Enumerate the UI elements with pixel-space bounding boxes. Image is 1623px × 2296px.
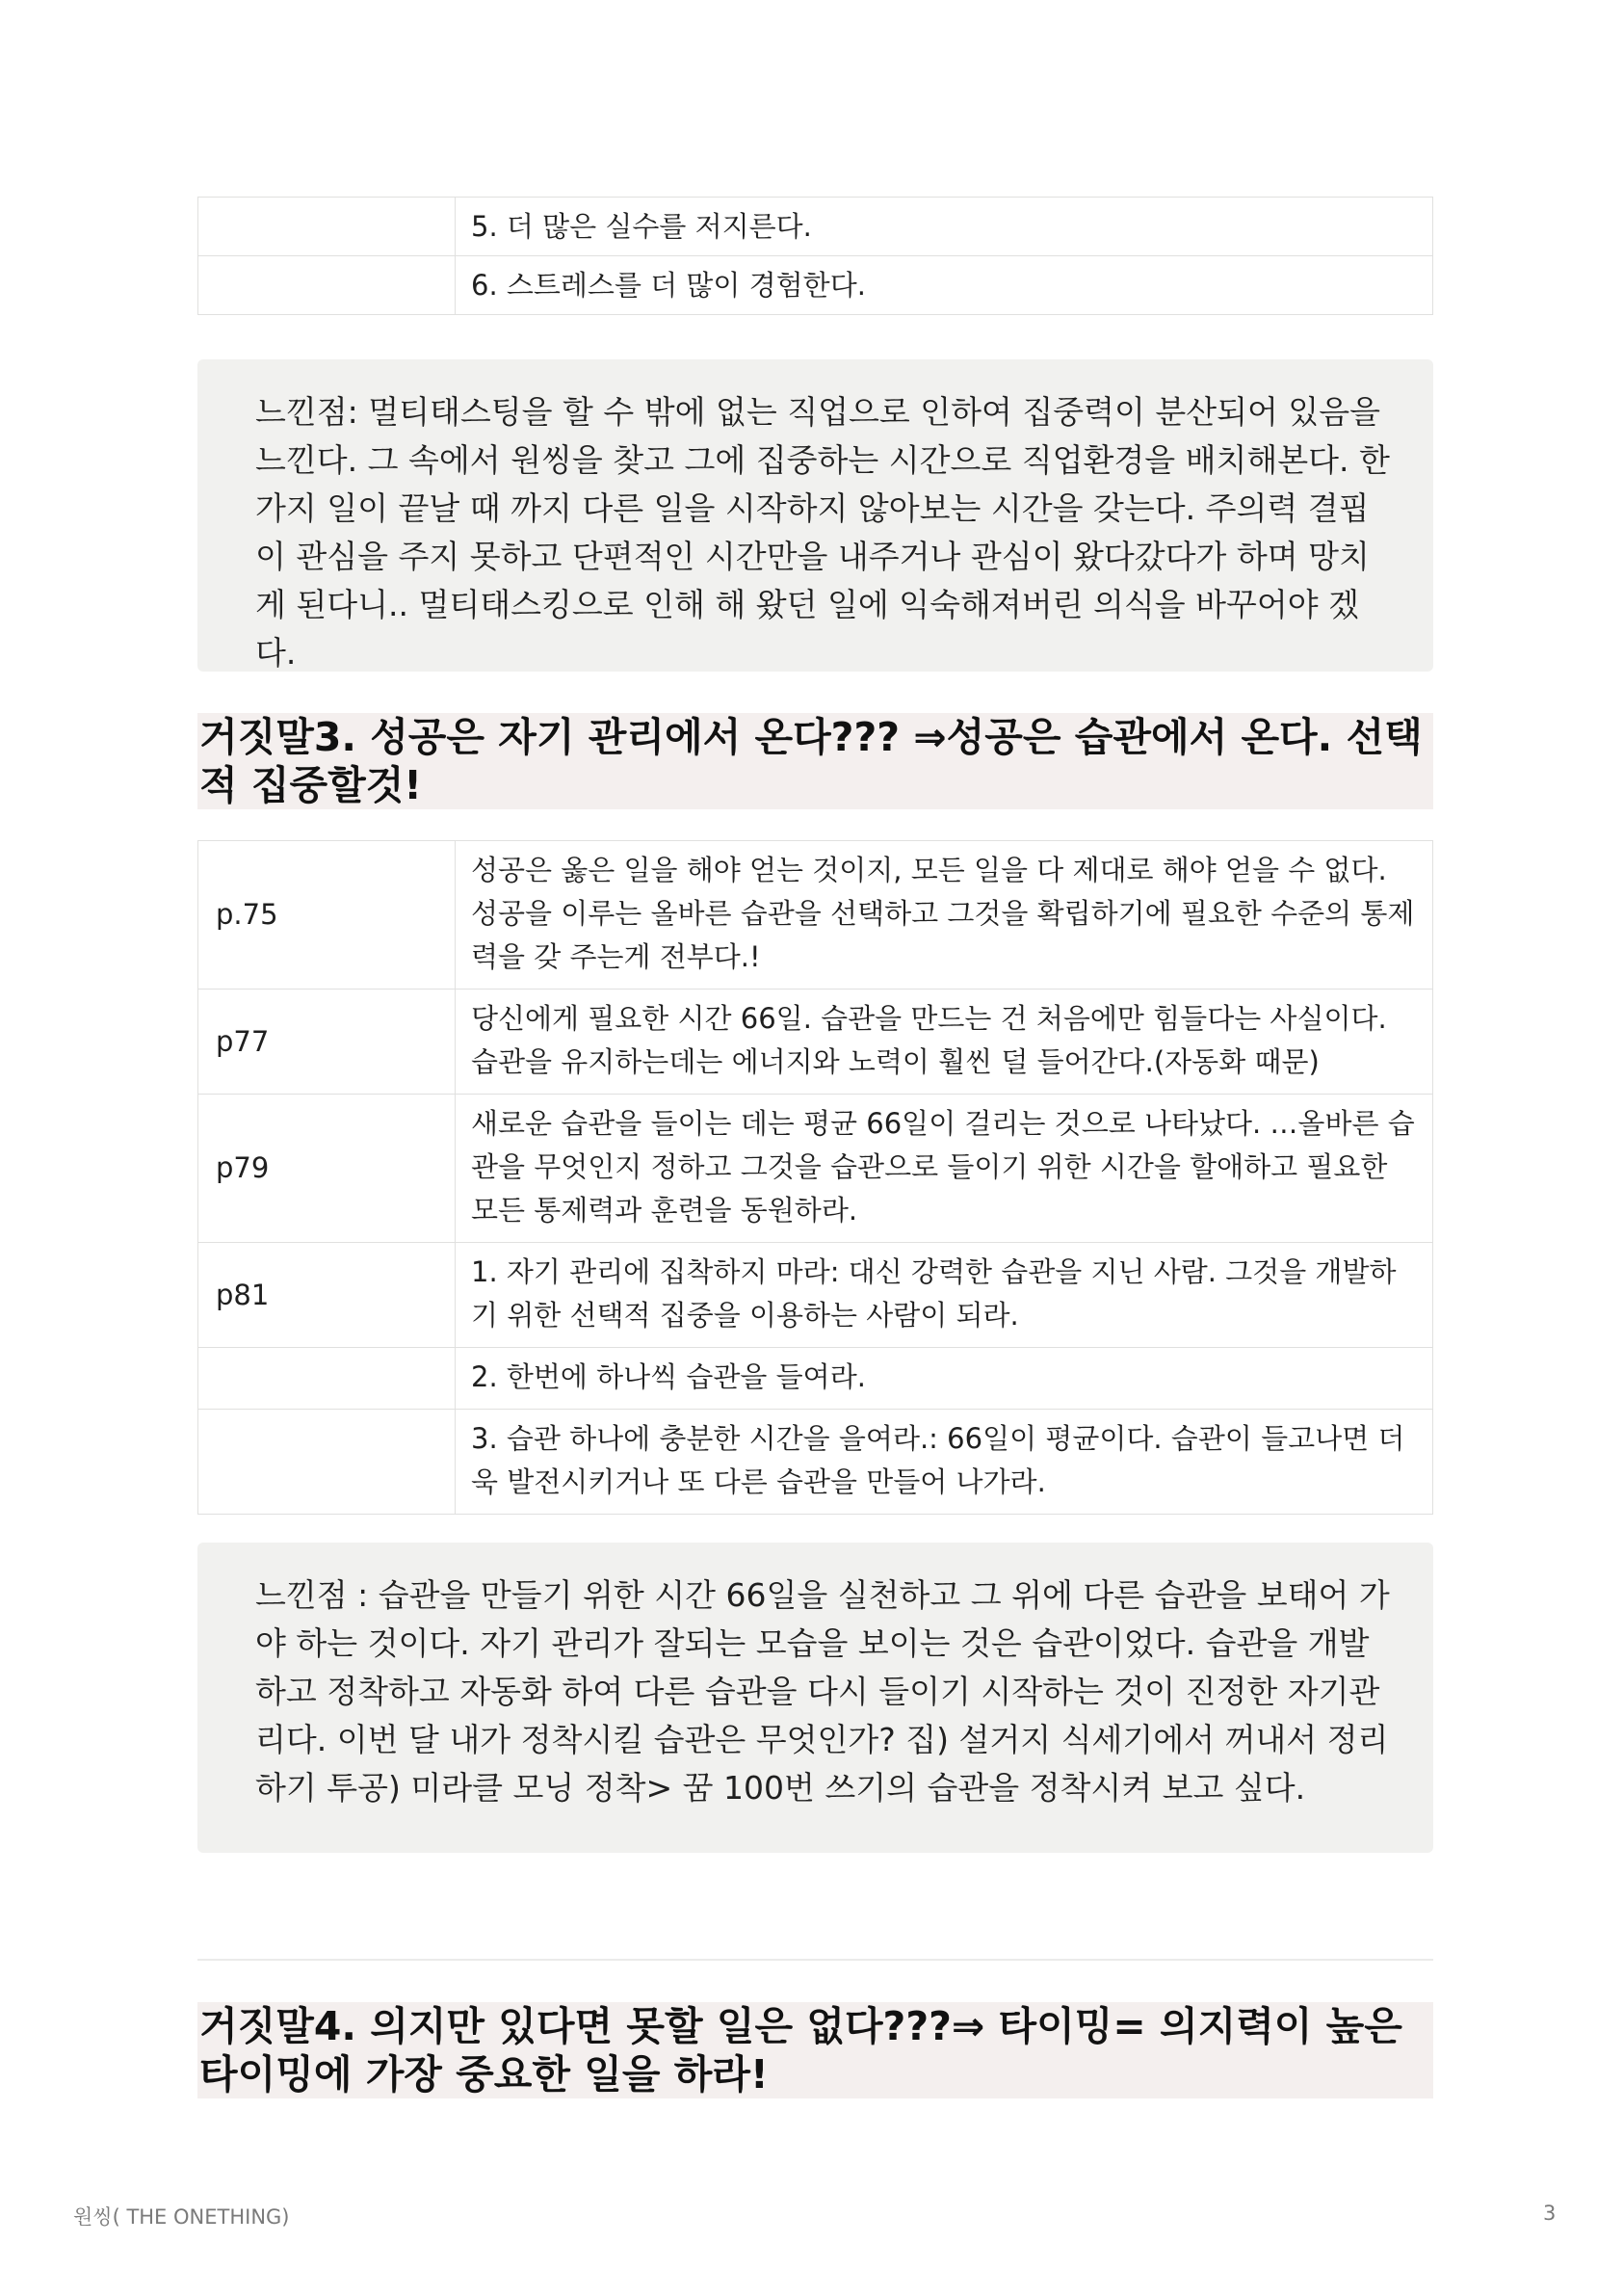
table-cell-label: p77 [198, 990, 456, 1095]
table-cell-text: 당신에게 필요한 시간 66일. 습관을 만드는 건 처음에만 힘들다는 사실이다. 습관을 유지하는데는 에너지와 노력이 훨씬 덜 들어간다.(자동화 때문) [456, 990, 1433, 1095]
table-row [198, 256, 1433, 315]
quote-table-continued [197, 197, 1433, 315]
divider [197, 1959, 1433, 1961]
reflection-callout-1 [197, 359, 1433, 672]
page-number: 3 [1543, 2202, 1557, 2225]
table-cell-text: 1. 자기 관리에 집착하지 마라: 대신 강력한 습관을 지닌 사람. 그것을 개발하기 위한 선택적 집중을 이용하는 사람이 되라. [456, 1243, 1433, 1348]
table-cell-text: 성공은 옳은 일을 해야 얻는 것이지, 모든 일을 다 제대로 해야 얻을 수 없다. 성공을 이루는 올바른 습관을 선택하고 그것을 확립하기에 필요한 수준의 통제력을 갖 주는게 전부다.! [456, 841, 1433, 990]
table-row [198, 990, 1433, 1095]
section-heading-lie-3: 거짓말3. 성공은 자기 관리에서 온다??? ⇒성공은 습관에서 온다. 선택적 집중할것! [197, 713, 1433, 809]
section-heading-lie-4: 거짓말4. 의지만 있다면 못할 일은 없다???⇒ 타이밍= 의지력이 높은 타이밍에 가장 중요한 일을 하라! [197, 2002, 1433, 2098]
table-row [198, 1348, 1433, 1410]
table-cell-text: 3. 습관 하나에 충분한 시간을 을여라.: 66일이 평균이다. 습관이 들고나면 더욱 발전시키거나 또 다른 습관을 만들어 나가라. [456, 1410, 1433, 1515]
table-row [198, 1095, 1433, 1243]
table-cell-label [198, 1348, 456, 1410]
table-cell-label: p79 [198, 1095, 456, 1243]
table-row [198, 841, 1433, 990]
table-cell-label: p81 [198, 1243, 456, 1348]
callout-text: 느낀점 : 습관을 만들기 위한 시간 66일을 실천하고 그 위에 다른 습관을 보태어 가야 하는 것이다. 자기 관리가 잘되는 모습을 보이는 것은 습관이었다. 습관을 개발하고 정착하고 자동화 하여 다른 습관을 다시 들이기 시작하는 것이 진정한 자기관리다. 이번 달 내가 정착시킬 습관은 무엇인가? 집) 설거지 식세기에서 꺼내서 정리하기 투공) 미라클 모닝 정착> 꿈 100번 쓰기의 습관을 정착시켜 보고 싶다. [255, 1576, 1390, 1807]
table-cell-text: 2. 한번에 하나씩 습관을 들여라. [456, 1348, 1433, 1410]
table-cell-label [198, 198, 456, 256]
table-row [198, 198, 1433, 256]
table-row [198, 1243, 1433, 1348]
reflection-callout-2 [197, 1543, 1433, 1853]
table-cell-label: p.75 [198, 841, 456, 990]
table-cell-text: 새로운 습관을 들이는 데는 평균 66일이 걸리는 것으로 나타났다. …올바른 습관을 무엇인지 정하고 그것을 습관으로 들이기 위한 시간을 할애하고 필요한 모든 통제력과 훈련을 동원하라. [456, 1095, 1433, 1243]
table-cell-text: 5. 더 많은 실수를 저지른다. [456, 198, 1433, 256]
callout-text: 느낀점: 멀티태스팅을 할 수 밖에 없는 직업으로 인하여 집중력이 분산되어 있음을 느낀다. 그 속에서 원씽을 찾고 그에 집중하는 시간으로 직업환경을 배치해본다. 한가지 일이 끝날 때 까지 다른 일을 시작하지 않아보는 시간을 갖는다. 주의력 결핍이 관심을 주지 못하고 단편적인 시간만을 내주거나 관심이 왔다갔다가 하며 망치게 된다니.. 멀티태스킹으로 인해 해 왔던 일에 익숙해져버린 의식을 바꾸어야 겠다. [255, 393, 1390, 672]
footer-title: 원씽( THE ONETHING) [73, 2205, 290, 2229]
table-cell-label [198, 1410, 456, 1515]
table-cell-text: 6. 스트레스를 더 많이 경험한다. [456, 256, 1433, 315]
table-cell-label [198, 256, 456, 315]
quote-table [197, 840, 1433, 1515]
table-row [198, 1410, 1433, 1515]
